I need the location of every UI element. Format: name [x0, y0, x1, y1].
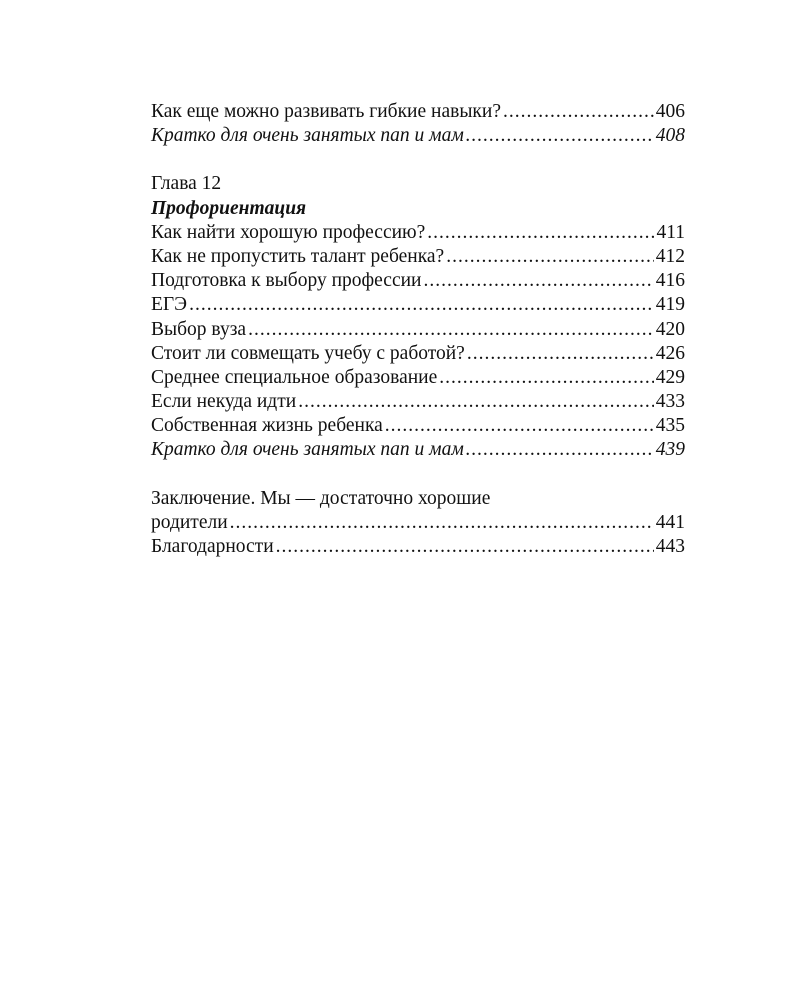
toc-entry [151, 390, 685, 414]
toc-entry-title: Как не пропустить талант ребенка? [151, 245, 445, 267]
toc-entry-title: Выбор вуза [151, 318, 247, 340]
toc-entry-title: Собственная жизнь ребенка [151, 415, 383, 437]
toc-entry-title: Кратко для очень занятых пап и мам [151, 125, 464, 147]
toc-entry-page: 412 [655, 245, 685, 267]
toc-entry-title: Кратко для очень занятых пап и мам [151, 439, 464, 461]
dot-leader [439, 366, 653, 390]
dot-leader [248, 318, 654, 342]
toc-entry [151, 438, 685, 462]
dot-leader [503, 100, 654, 124]
dot-leader [276, 535, 654, 559]
toc-entry [151, 414, 685, 438]
toc-entry-title: ЕГЭ [151, 294, 188, 316]
chapter-label: Глава 12 [151, 173, 222, 195]
toc-entry [151, 100, 685, 124]
dot-leader [427, 221, 654, 245]
toc-entry [151, 124, 685, 148]
toc-entry-page: 411 [656, 221, 685, 243]
toc-block-chapter-12 [151, 172, 685, 462]
toc-entry [151, 245, 685, 269]
toc-entry-title: Подготовка к выбору профессии [151, 270, 422, 292]
toc-entry-page: 426 [655, 342, 685, 364]
toc-entry [151, 269, 685, 293]
toc-entry [151, 342, 685, 366]
toc-entry-page: 408 [655, 125, 685, 147]
toc-entry [151, 293, 685, 317]
toc-entry-page: 435 [655, 415, 685, 437]
toc-entry-title: Стоит ли совмещать учебу с работой? [151, 342, 465, 364]
toc-entry-title: Как найти хорошую профессию? [151, 221, 426, 243]
toc-entry-page: 443 [655, 536, 685, 557]
toc-entry [151, 366, 685, 390]
toc-entry-title: родители [151, 511, 228, 533]
toc-entry-page: 406 [655, 101, 685, 122]
toc-entry-page: 416 [655, 270, 685, 292]
toc-entry [151, 318, 685, 342]
toc-entry-title: Благодарности [151, 536, 274, 557]
dot-leader [466, 124, 654, 148]
toc-entry [151, 511, 685, 535]
dot-leader [423, 269, 653, 293]
toc-entry-title: Если некуда идти [151, 391, 297, 413]
toc-entry-page: 433 [655, 391, 685, 413]
dot-leader [385, 414, 654, 438]
toc-entry-page: 420 [655, 318, 685, 340]
toc-entry [151, 535, 685, 559]
dot-leader [298, 390, 654, 414]
table-of-contents [151, 100, 685, 559]
toc-entry-page: 419 [655, 294, 685, 316]
toc-entry-title: Среднее специальное образование [151, 366, 438, 388]
dot-leader [189, 293, 654, 317]
toc-block-top [151, 100, 685, 148]
dot-leader [446, 245, 654, 269]
toc-entry-title: Как еще можно развивать гибкие навыки? [151, 101, 501, 122]
toc-entry-page: 429 [655, 366, 685, 388]
toc-entry [151, 221, 685, 245]
chapter-title: Профориентация [151, 197, 307, 219]
toc-entry-page: 441 [655, 511, 685, 533]
dot-leader [467, 342, 654, 366]
toc-entry-title-line: Заключение. Мы — достаточно хорошие [151, 487, 491, 509]
dot-leader [466, 438, 654, 462]
toc-entry-page: 439 [655, 439, 685, 461]
toc-block-bottom [151, 487, 685, 560]
dot-leader [230, 511, 654, 535]
